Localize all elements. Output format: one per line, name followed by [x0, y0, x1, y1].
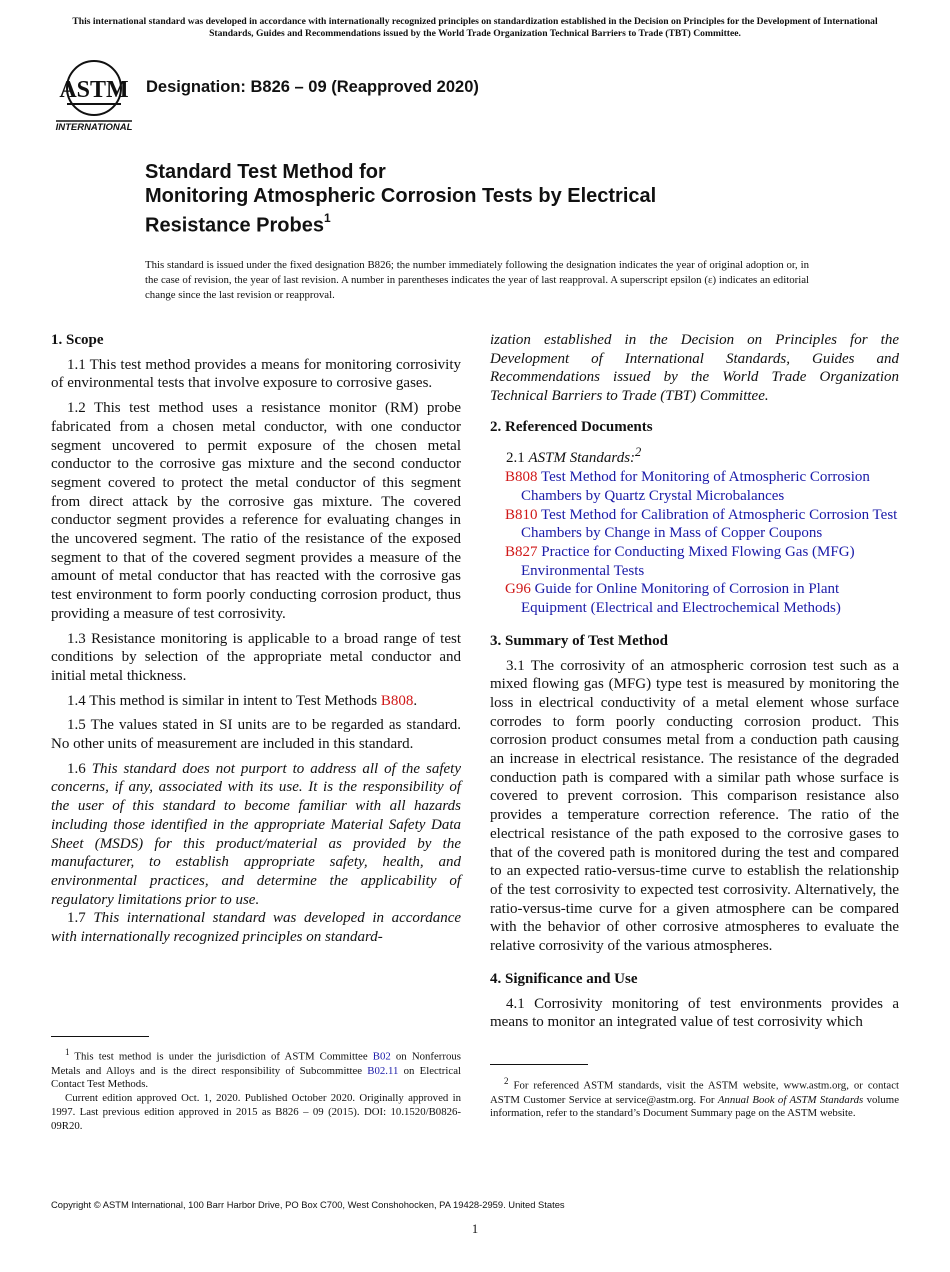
para-1-7: [51, 909, 461, 946]
para-1-7-num: 1.7: [67, 910, 94, 927]
logo-letters: ASTM: [59, 77, 129, 103]
para-1-6-num: 1.6: [67, 760, 92, 777]
title-line-2: Monitoring Atmospheric Corrosion Tests by Electrical: [145, 185, 657, 207]
link-b808[interactable]: B808: [380, 692, 414, 709]
para-1-7-continued: ization established in the Decision on Principles for the Development of International Standards, Guides and Recommendations issued by the World Trade Organization Technical Barriers to Trade (TBT) Committee.: [490, 332, 899, 405]
footnote-1-text-a: This test method is under the jurisdiction of ASTM Committee: [69, 1050, 373, 1063]
reference-code-link[interactable]: G96: [505, 581, 531, 598]
reference-code-link[interactable]: B810: [505, 506, 538, 523]
reference-code-link[interactable]: B827: [505, 544, 538, 561]
para-1-4-end: .: [413, 692, 418, 709]
footnote-2: [490, 1075, 899, 1121]
para-1-6: [51, 760, 461, 910]
left-column: [51, 331, 461, 953]
para-1-6-text: This standard does not purport to address all of the safety concerns, if any, associated with its use. It is the responsibility of the user of this standard to become familiar with all hazards including those identified in the appropriate Material Safety Data Sheet (MSDS) for this product/material as provided by the manufacturer, to establish appropriate safety, health, and environmental practices, and determine the applicability of regulatory limitations prior to use.: [51, 760, 462, 908]
title-line-3-text: Resistance Probes: [145, 214, 324, 237]
copyright-line: Copyright © ASTM International, 100 Barr Harbor Drive, PO Box C700, West Conshohocken, PA 19428-2959. United States: [51, 1199, 565, 1210]
preamble: This standard is issued under the fixed designation B826; the number immediately following the designation indicates the year of original adoption or, in the case of revision, the year of last revision. A number in parentheses indicates the year of last reapproval. A superscript epsilon (ε) indicates an editorial change since the last revision or reapproval.: [145, 259, 809, 301]
para-3-1: 3.1 The corrosivity of an atmospheric corrosion test such as a mixed flowing gas (MFG) type test is measured by monitoring the loss in electrical conductivity of a metal element whose surface corrodes to form poorly conducting corrosion product. This corrosion product consumes metal from a conduction path causing an increase in electrical resistance. The resistance of the degraded conduction path is compared with a similar path whose surface is covered to prevent corrosion. This comparison resistance also provides a temperature correction reference. The ratio of the electrical resistance of the path exposed to the corrosive gases to that of the covered path is monitored during the test and compared to an expected ratio-versus-time curve to establish the relationship of the test corrosivity to expected test corrosivity. Alternatively, the ratio-versus-time curve for a given atmosphere can be compared with the behavior of other corrosive atmospheres to evaluate the relative corrosivity of the various atmospheres.: [490, 657, 899, 955]
logo-org: INTERNATIONAL: [55, 122, 133, 132]
para-1-1: 1.1 This test method provides a means for monitoring corrosivity of environmental tests that involve exposure to corrosive gases.: [51, 356, 461, 392]
para-1-4-text: 1.4 This method is similar in intent to Test Methods: [67, 692, 381, 709]
para-4-1: 4.1 Corrosivity monitoring of test environments provides a means to monitor an integrated value of test corrosivity which: [490, 995, 899, 1031]
para-1-3: 1.3 Resistance monitoring is applicable to a broad range of test conditions by selection of the appropriate metal conductor and initial metal thickness.: [51, 630, 461, 684]
right-column: [490, 331, 899, 1038]
reference-list: [490, 468, 899, 618]
footnote-divider-right: [490, 1064, 588, 1065]
title-line-1: Standard Test Method for: [145, 161, 386, 183]
para-1-2: 1.2 This test method uses a resistance monitor (RM) probe fabricated from a chosen metal conductor, with one conductor segment uncovered to permit exposure of the chosen metal conductor to the corrosive gas mixture and the second conductor segment covered to protect the metal conductor of this segment from direct attack by the corrosive gas mixture. The covered conductor segment provides a reference for evaluating changes in the uncovered segment. The ratio of the resistance of the exposed segment to that of the covered segment provides a measure of the amount of metal conductor that has reacted with the corrosive gas test environment to form poorly conducting corrosion product, thus providing a measure of test corrosivity.: [51, 400, 461, 622]
reference-title-link[interactable]: Test Method for Monitoring of Atmospheric Corrosion Chambers by Quartz Crystal Microbalances: [521, 469, 870, 504]
footnote-1-text-b: on Nonferrous Metals and Alloys and is the direct responsibility of Subcommittee: [51, 1050, 461, 1077]
footnote-1-edition: Current edition approved Oct. 1, 2020. Published October 2020. Originally approved in 1997. Last previous edition approved in 2015 as B826 – 09 (2015). DOI: 10.1520/B0826-09R20.: [51, 1092, 461, 1133]
footnote-1-text-c: on Electrical Contact Test Methods.: [51, 1064, 461, 1091]
footnote-1-mark: 1: [65, 1047, 70, 1057]
page-number: 1: [471, 1222, 479, 1236]
link-b02[interactable]: B02: [372, 1050, 391, 1063]
tbt-notice: This international standard was developed in accordance with internationally recognized principles on standardization established in the Decision on Principles for the Development of International Standards, Guides and Recommendations issued by the World Trade Organization Technical Barriers to Trade (TBT) Committee.: [72, 16, 878, 39]
footnote-2-text-a: For referenced ASTM standards, visit the ASTM website, www.astm.org, or contact ASTM Customer Service at service@astm.org. For: [490, 1079, 899, 1106]
section-3-heading: 3. Summary of Test Method: [490, 632, 668, 649]
footnote-ref-2: 2: [635, 444, 642, 459]
reference-item: [490, 506, 899, 543]
footnote-2-italic: Annual Book of ASTM Standards: [717, 1093, 864, 1106]
para-1-4: [51, 692, 461, 711]
subsection-2-1-label: ASTM Standards:: [528, 449, 636, 466]
reference-title-link[interactable]: Guide for Online Monitoring of Corrosion in Plant Equipment (Electrical and Electrochemical Methods): [521, 581, 841, 617]
para-1-5: 1.5 The values stated in SI units are to be regarded as standard. No other units of measurement are included in this standard.: [51, 717, 461, 753]
document-title: [145, 160, 845, 238]
subsection-2-1-num: 2.1: [506, 449, 529, 466]
footnote-1-para: [51, 1046, 461, 1092]
reference-title-link[interactable]: Test Method for Calibration of Atmospheric Corrosion Test Chambers by Change in Mass of Copper Coupons: [521, 506, 898, 542]
footnote-1: [51, 1046, 461, 1134]
subsection-2-1: [490, 443, 899, 468]
title-line-3: [145, 208, 845, 238]
section-1-heading: 1. Scope: [51, 332, 104, 348]
section-4-heading: 4. Significance and Use: [490, 970, 638, 987]
footnote-divider-left: [51, 1036, 149, 1037]
astm-logo: [54, 58, 134, 132]
link-b02-11[interactable]: B02.11: [367, 1064, 399, 1077]
para-1-7-text: This international standard was developed in accordance with internationally recognized principles on standard-: [51, 910, 462, 946]
designation: Designation: B826 – 09 (Reapproved 2020): [146, 78, 479, 96]
footnote-2-text-b: volume information, refer to the standard’s Document Summary page on the ASTM website.: [490, 1093, 899, 1120]
section-2-heading: 2. Referenced Documents: [490, 418, 653, 435]
footnote-2-mark: 2: [504, 1076, 509, 1086]
reference-title-link[interactable]: Practice for Conducting Mixed Flowing Gas (MFG) Environmental Tests: [521, 544, 855, 579]
reference-item: [490, 543, 899, 580]
footnote-2-para: [490, 1075, 899, 1121]
reference-item: [490, 468, 899, 505]
reference-item: [490, 580, 899, 617]
reference-code-link[interactable]: B808: [505, 469, 538, 486]
title-footnote-ref: 1: [323, 211, 331, 225]
